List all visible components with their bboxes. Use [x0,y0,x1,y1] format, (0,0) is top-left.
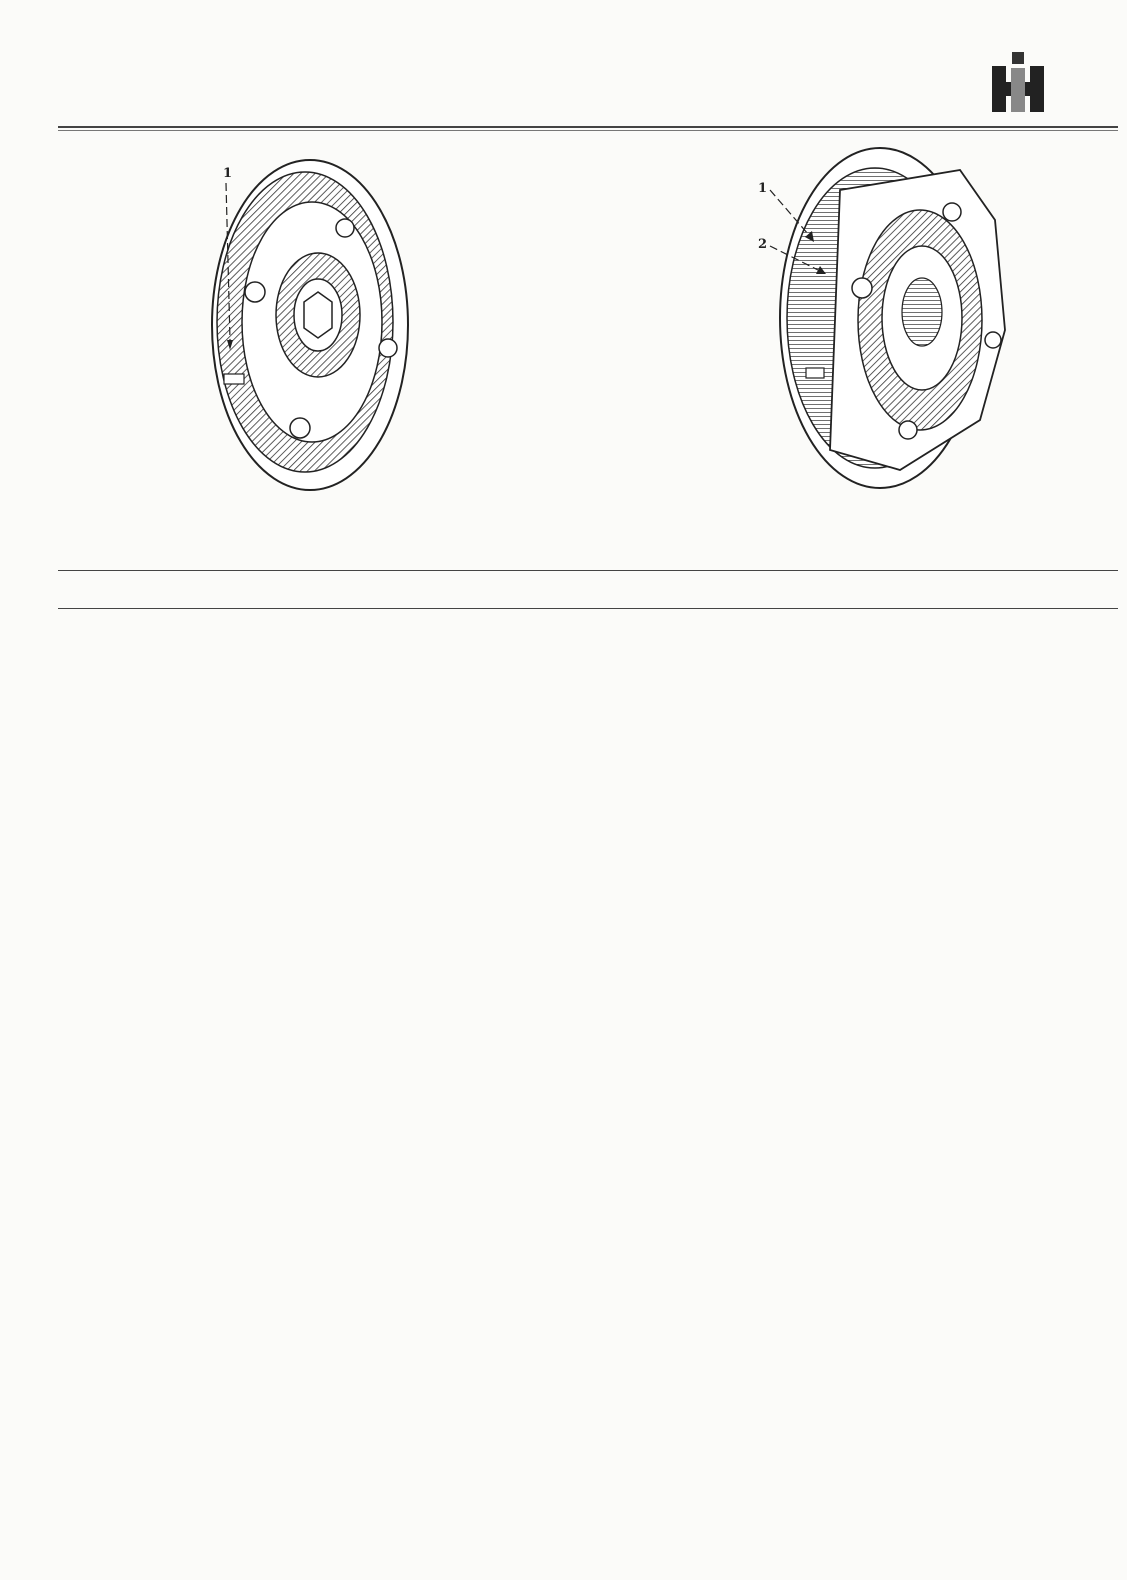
right-callout-2: 2 [758,237,768,252]
left-callout-1: 1 [223,166,233,181]
right-callout-1: 1 [758,181,768,196]
